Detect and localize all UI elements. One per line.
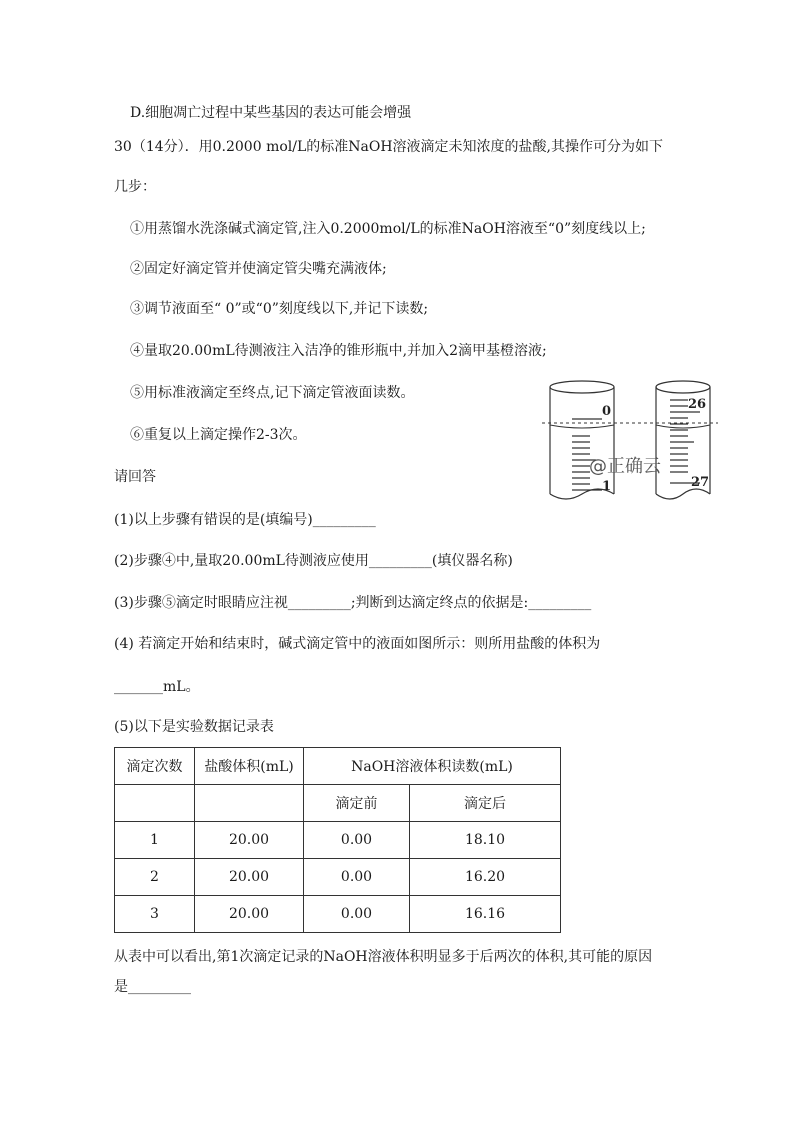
answer-prompt: 请回答 (114, 469, 156, 485)
conclusion-line1: 从表中可以看出,第1次滴定记录的NaOH溶液体积明显多于后两次的体积,其可能的原因 (114, 949, 653, 965)
table-row (115, 822, 561, 859)
subheader-before: 滴定前 (304, 785, 410, 822)
question-30-line2: 几步： (114, 179, 156, 195)
sub-question-1: (1)以上步骤有错误的是(填编号)_________ (114, 512, 376, 528)
cell-trial: 3 (115, 896, 195, 933)
sub-question-5: (5)以下是实验数据记录表 (114, 719, 274, 735)
step-4: ④量取20.00mL待测液注入洁净的锥形瓶中,并加入2滴甲基橙溶液; (130, 343, 547, 359)
table-row (115, 896, 561, 933)
cell-hcl-volume: 20.00 (195, 896, 304, 933)
sub-question-4-line2: _______mL。 (114, 679, 200, 695)
burette-figure (540, 378, 720, 508)
cell-after: 16.16 (410, 896, 561, 933)
header-naoh-reading: NaOH溶液体积读数(mL) (304, 748, 561, 785)
table-subheader-row (115, 785, 561, 822)
cell-trial: 1 (115, 822, 195, 859)
cell-trial: 2 (115, 859, 195, 896)
question-30-line1: 30（14分）．用0.2000 mol/L的标准NaOH溶液滴定未知浓度的盐酸,其操作可分为如下 (114, 139, 663, 155)
sub-question-4-line1: (4) 若滴定开始和结束时，碱式滴定管中的液面如图所示：则所用盐酸的体积为 (114, 636, 601, 652)
watermark: @正确云 (589, 456, 661, 477)
sub-question-3: (3)步骤⑤滴定时眼睛应注视_________;判断到达滴定终点的依据是:_________ (114, 595, 592, 611)
cell-before: 0.00 (304, 822, 410, 859)
cell-after: 16.20 (410, 859, 561, 896)
right-tube-label-bottom: 27 (691, 475, 710, 490)
step-3: ③调节液面至“ 0”或“0”刻度线以下,并记下读数; (130, 301, 429, 317)
step-2: ②固定好滴定管并使滴定管尖嘴充满液体; (130, 261, 387, 277)
cell-hcl-volume: 20.00 (195, 822, 304, 859)
table-row (115, 859, 561, 896)
sub-question-2: (2)步骤④中,量取20.00mL待测液应使用_________(填仪器名称) (114, 553, 513, 569)
table-header-row (115, 748, 561, 785)
cell-before: 0.00 (304, 896, 410, 933)
left-tube-label-top: 0 (602, 404, 612, 419)
header-trial: 滴定次数 (115, 748, 195, 785)
right-tube-label-top: 26 (688, 397, 707, 412)
titration-data-table (114, 747, 561, 933)
cell-before: 0.00 (304, 859, 410, 896)
step-6: ⑥重复以上滴定操作2-3次。 (130, 427, 307, 443)
option-d: D.细胞凋亡过程中某些基因的表达可能会增强 (130, 105, 412, 121)
subheader-after: 滴定后 (410, 785, 561, 822)
header-hcl-volume: 盐酸体积(mL) (195, 748, 304, 785)
cell-after: 18.10 (410, 822, 561, 859)
conclusion-line2: 是_________ (114, 979, 191, 995)
step-5: ⑤用标准液滴定至终点,记下滴定管液面读数。 (130, 385, 415, 401)
cell-hcl-volume: 20.00 (195, 859, 304, 896)
left-tube-label-bottom: 1 (602, 479, 612, 494)
step-1: ①用蒸馏水洗涤碱式滴定管,注入0.2000mol/L的标准NaOH溶液至“0”刻度线以上; (130, 221, 646, 237)
